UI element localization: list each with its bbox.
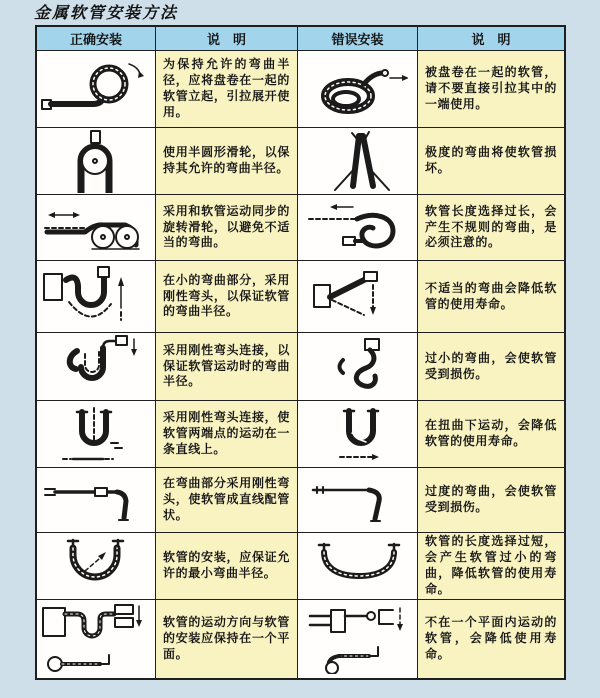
wrong-illustration-cell: [298, 51, 418, 127]
correct-illustration-cell: [37, 195, 156, 260]
correct-illustration-cell: [37, 261, 156, 332]
wrong-description-text: 极度的弯曲将使软管损坏。: [425, 145, 557, 175]
wrong-description: [418, 600, 564, 678]
u-hose-with-rigid-elbows-icon: [39, 264, 154, 330]
correct-description-text: 在弯曲部分采用刚性弯头，使软管成直线配管状。: [163, 476, 290, 522]
correct-illustration-cell: [37, 333, 156, 400]
wrong-illustration-cell: [298, 261, 418, 332]
coiled-hose-unrolling-icon: [39, 56, 154, 122]
wrong-illustration-cell: [298, 600, 418, 678]
hose-over-semicircular-pulley-icon: [39, 129, 154, 193]
wrong-description: [418, 51, 564, 127]
wrong-description-text: 被盘卷在一起的软管，请不要直接引拉其中的一端使用。: [425, 65, 557, 111]
u-hose-rigid-elbow-connection-icon: [39, 335, 154, 399]
straight-hose-with-elbow-icon: [39, 472, 154, 528]
wrong-illustration-cell: [298, 401, 418, 467]
wrong-description-text: 过度的弯曲，会使软管受到损伤。: [425, 484, 557, 514]
wrong-description-text: 软管长度选择过长，会产生不规则的弯曲，是必须注意的。: [425, 203, 557, 250]
correct-illustration-cell: [37, 401, 156, 467]
correct-illustration-cell: [37, 51, 156, 127]
correct-description: [156, 333, 298, 400]
sharp-angle-hose-icon: [308, 268, 408, 326]
header-correct-installation: 正确安装: [37, 27, 156, 50]
wrong-description-text: 不适当的弯曲会降低软管的使用寿命。: [425, 280, 557, 311]
correct-description: [156, 600, 298, 678]
correct-description-text: 使用半圆形滑轮，以保持其允许的弯曲半径。: [163, 145, 290, 175]
installation-table: [35, 25, 566, 680]
table-row: [37, 533, 564, 600]
table-row: [37, 600, 564, 678]
twisted-u-hose-icon: [310, 403, 405, 465]
table-row: [37, 468, 564, 533]
correct-description: [156, 128, 298, 194]
wrong-description-text: 不在一个平面内运动的软管，会降低使用寿命。: [425, 615, 557, 661]
wrong-description: [418, 468, 564, 532]
correct-description: [156, 401, 298, 467]
wrong-description-text: 在扭曲下运动，会降低软管的使用寿命。: [425, 418, 557, 448]
correct-description: [156, 195, 298, 260]
wrong-illustration-cell: [298, 333, 418, 400]
sharply-bent-hose-icon: [313, 130, 403, 192]
correct-illustration-cell: [37, 533, 156, 599]
correct-description: [156, 468, 298, 532]
correct-description-text: 采用和软管运动同步的旋转滑轮，以避免不适当的弯曲。: [163, 203, 290, 250]
table-row: [37, 128, 564, 195]
too-small-bend-hose-icon: [313, 336, 403, 398]
wrong-description: [418, 333, 564, 400]
correct-description: [156, 51, 298, 127]
header-wrong-description: 说 明: [471, 32, 511, 47]
correct-description-text: 为保持允许的弯曲半径，应将盘卷在一起的软管立起，引拉展开使用。: [163, 57, 290, 119]
wrong-description: [418, 261, 564, 332]
wrong-illustration-cell: [298, 533, 418, 599]
correct-description-text: 采用刚性弯头连接，以保证软管运动时的弯曲半径。: [163, 342, 290, 389]
wrong-description: [418, 128, 564, 194]
header-correct-description: 说 明: [156, 27, 298, 50]
minimum-bend-radius-hose-icon: [39, 535, 154, 597]
correct-description-text: 采用刚性弯头连接，使软管两端点的运动在一条直线上。: [163, 410, 290, 456]
coiled-hose-pulled-icon: [308, 60, 408, 118]
wrong-illustration-cell: [298, 128, 418, 194]
table-row: [37, 333, 564, 401]
hose-on-rotating-pulleys-icon: [39, 199, 154, 257]
correct-illustration-cell: [37, 468, 156, 532]
wrong-description-text: 过小的弯曲，会使软管受到损伤。: [425, 350, 557, 381]
correct-description: [156, 533, 298, 599]
correct-description: [156, 261, 298, 332]
single-plane-motion-hose-icon: [39, 602, 154, 676]
correct-description-text: 在小的弯曲部分，采用刚性弯头，以保证软管的弯曲半径。: [163, 272, 290, 319]
page-title: 金属软管安装方法: [34, 3, 179, 22]
wrong-description-text: 软管的长度选择过短，会产生软管过小的弯曲，降低软管的使用寿命。: [425, 534, 557, 596]
wrong-illustration-cell: [298, 468, 418, 532]
table-row: [37, 401, 564, 468]
wrong-illustration-cell: [298, 195, 418, 260]
overbent-elbow-hose-icon: [305, 474, 410, 526]
stretched-short-hose-icon: [304, 538, 412, 594]
correct-description-text: 软管的运动方向与软管的安装应保持在一个平面。: [163, 615, 290, 661]
aligned-u-hose-icon: [39, 403, 154, 465]
table-row: [37, 261, 564, 333]
out-of-plane-motion-hose-icon: [305, 604, 410, 674]
correct-description-text: 软管的安装，应保证允许的最小弯曲半径。: [163, 550, 290, 580]
header-wrong-installation: 错误安装: [298, 27, 418, 50]
wrong-description: [418, 401, 564, 467]
wrong-description: [418, 195, 564, 260]
table-row: [37, 51, 564, 128]
table-header-row: [37, 27, 564, 51]
correct-illustration-cell: [37, 128, 156, 194]
overlong-hose-loop-icon: [305, 199, 410, 257]
wrong-description: [418, 533, 564, 599]
table-row: [37, 195, 564, 261]
correct-illustration-cell: [37, 600, 156, 678]
